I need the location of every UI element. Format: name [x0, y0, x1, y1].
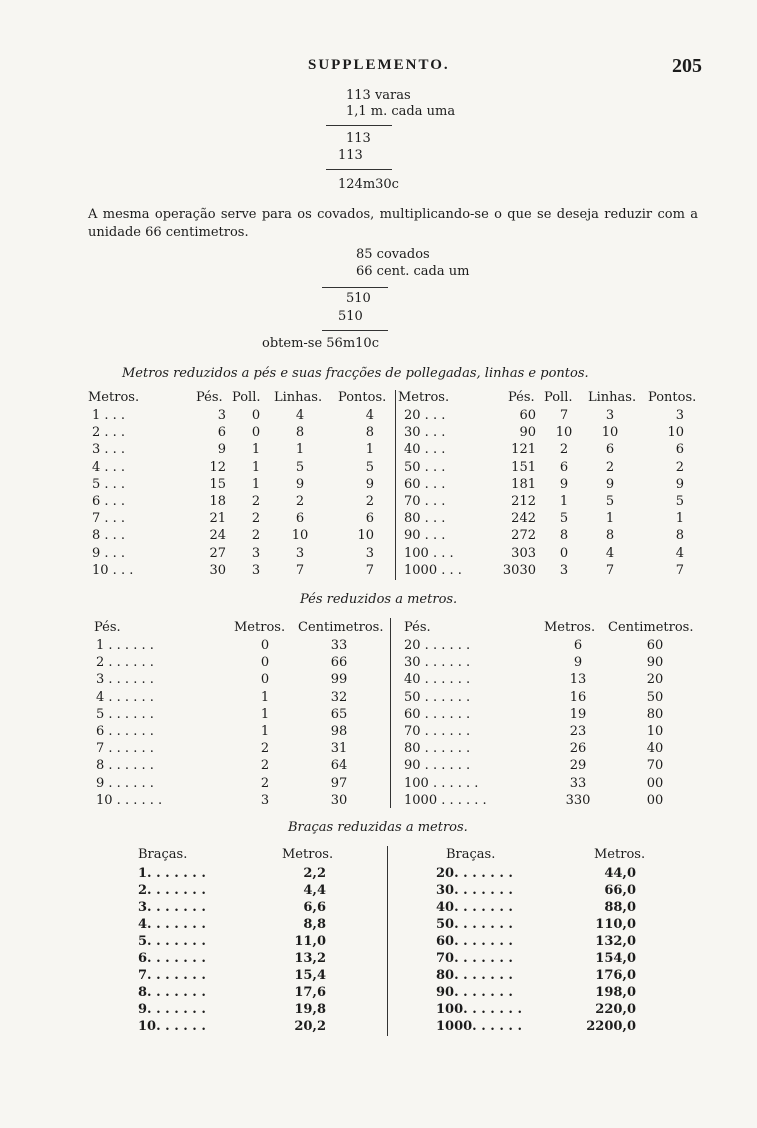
table-cell: 10 . . .: [92, 562, 134, 578]
table-cell: 60: [519, 408, 536, 423]
body-paragraph: A mesma operação serve para os covados, multiplicando-se o que se deseja reduzir com a unidade 66 centimetros.: [88, 207, 698, 240]
calc-line: 510: [338, 309, 363, 324]
column-header: Braças.: [446, 847, 496, 862]
table-cell: 33: [569, 775, 587, 791]
table-cell: 10: [291, 528, 309, 544]
table-row: [0, 793, 757, 810]
table-cell: 154,0: [595, 951, 636, 966]
table-cell: 5 . . . . . .: [96, 706, 154, 722]
table-row: [0, 1002, 757, 1019]
column-header: Metros.: [234, 620, 286, 635]
table-row: [0, 425, 757, 442]
table-cell: 0: [559, 545, 569, 561]
table-cell: 10: [357, 528, 374, 544]
table-cell: 2: [251, 528, 261, 544]
table-cell: 6: [559, 459, 569, 475]
table-cell: 80: [646, 706, 664, 722]
table-cell: 1: [675, 511, 684, 527]
table-cell: 2: [251, 494, 261, 509]
table-row: [0, 494, 757, 511]
calc-line: 85 covados: [356, 247, 430, 262]
table-cell: 20 . . . . . .: [404, 638, 471, 653]
table-row: [0, 968, 757, 985]
table-cell: 8: [559, 528, 569, 544]
table-cell: 2: [365, 494, 374, 509]
table-row: [0, 442, 757, 459]
table-cell: 3 . . .: [92, 442, 126, 458]
table-cell: 8: [675, 528, 684, 544]
table-cell: 8: [295, 425, 305, 441]
table-cell: 90. . . . . . .: [436, 985, 513, 1000]
table-cell: 1: [605, 511, 615, 527]
table-cell: 19,8: [294, 1002, 326, 1017]
table-cell: 3: [260, 792, 270, 808]
table-cell: 2: [559, 442, 569, 458]
table-cell: 4: [675, 545, 684, 561]
table-cell: 303: [511, 545, 536, 561]
table-cell: 1: [260, 724, 270, 739]
table-cell: 1: [251, 442, 261, 458]
table-cell: 10: [667, 425, 684, 441]
column-header: Linhas.: [588, 390, 637, 405]
table-row: [0, 546, 757, 563]
table-cell: 80 . . .: [404, 511, 446, 527]
table-cell: 8: [365, 425, 374, 441]
column-header: Pés.: [196, 390, 223, 405]
column-header: Pontos.: [338, 390, 387, 405]
table-cell: 30 . . . . . .: [404, 655, 471, 671]
table-row: [0, 477, 757, 494]
column-header: Metros.: [282, 847, 334, 862]
table-cell: 4,4: [303, 883, 326, 898]
table-cell: 7 . . . . . .: [96, 741, 154, 757]
table-cell: 4: [365, 408, 374, 423]
rule: [326, 169, 392, 170]
table-cell: 99: [330, 672, 348, 688]
table-row: [0, 460, 757, 477]
table-cell: 4. . . . . . .: [138, 917, 206, 932]
table-cell: 20 . . .: [404, 408, 446, 423]
table-cell: 1000 . . . . . .: [404, 792, 487, 808]
table-cell: 80 . . . . . .: [404, 741, 471, 757]
table-cell: 10. . . . . .: [138, 1019, 206, 1034]
table-cell: 20: [646, 672, 664, 688]
table-cell: 8 . . . . . .: [96, 758, 154, 774]
table-cell: 242: [511, 511, 536, 527]
table-cell: 100. . . . . . .: [436, 1002, 522, 1017]
table-cell: 9: [365, 476, 374, 492]
table-cell: 60: [646, 638, 664, 653]
table-cell: 1: [295, 442, 305, 458]
table-row: [0, 1019, 757, 1036]
table-row: [0, 690, 757, 707]
table-cell: 70: [646, 758, 664, 774]
table-title: Metros reduzidos a pés e suas fracções de pollegadas, linhas e pontos.: [122, 366, 589, 381]
table-cell: 0: [251, 425, 261, 441]
table-cell: 10: [601, 425, 619, 441]
table-cell: 5: [559, 511, 569, 527]
calc-result: 124m30c: [338, 177, 399, 192]
table-cell: 3: [295, 545, 305, 561]
page-header: SUPPLEMENTO.: [308, 57, 450, 73]
calc-result: obtem-se 56m10c: [262, 336, 379, 351]
table-cell: 1. . . . . . .: [138, 866, 206, 881]
table-cell: 00: [646, 775, 664, 791]
table-cell: 4: [295, 408, 305, 423]
table-cell: 1: [260, 706, 270, 722]
column-header: Centimetros.: [298, 620, 384, 635]
table-cell: 220,0: [595, 1002, 636, 1017]
rule: [322, 330, 388, 331]
table-pes-metros: [0, 616, 757, 811]
table-cell: 2: [251, 511, 261, 527]
table-row: [0, 917, 757, 934]
table-cell: 110,0: [595, 917, 636, 932]
table-cell: 6: [675, 442, 684, 458]
column-header: Poll.: [544, 390, 573, 405]
table-cell: 26: [569, 741, 587, 757]
table-cell: 0: [251, 408, 261, 423]
table-cell: 9: [295, 476, 305, 492]
table-cell: 97: [330, 775, 348, 791]
table-cell: 7: [365, 562, 374, 578]
table-cell: 2: [675, 459, 684, 475]
table-cell: 8 . . .: [92, 528, 126, 544]
table-row: [0, 707, 757, 724]
table-cell: 30. . . . . . .: [436, 883, 513, 898]
table-cell: 5: [675, 494, 684, 509]
table-cell: 6: [573, 638, 583, 653]
table-cell: 7: [675, 562, 684, 578]
table-cell: 272: [511, 528, 536, 544]
table-cell: 6: [365, 511, 374, 527]
table-title: Braças reduzidas a metros.: [288, 820, 468, 835]
table-cell: 9: [573, 655, 583, 671]
rule: [326, 125, 392, 126]
column-header: Poll.: [232, 390, 261, 405]
table-cell: 5: [365, 459, 374, 475]
table-row: [0, 528, 757, 545]
table-cell: 7: [559, 408, 569, 423]
table-cell: 6: [217, 425, 226, 441]
table-cell: 9. . . . . . .: [138, 1002, 206, 1017]
table-cell: 90: [519, 425, 536, 441]
table-cell: 70. . . . . . .: [436, 951, 513, 966]
table-cell: 8. . . . . . .: [138, 985, 206, 1000]
table-row: [0, 408, 757, 425]
table-row: [0, 934, 757, 951]
table-cell: 66,0: [604, 883, 636, 898]
column-header: Pontos.: [648, 390, 697, 405]
table-cell: 2: [260, 741, 270, 757]
table-cell: 212: [511, 494, 536, 509]
table-cell: 15,4: [294, 968, 326, 983]
table-cell: 24: [209, 528, 226, 544]
table-row: [0, 985, 757, 1002]
table-cell: 1000 . . .: [404, 562, 462, 578]
table-cell: 6. . . . . . .: [138, 951, 206, 966]
table-cell: 2,2: [303, 866, 326, 881]
table-cell: 23: [569, 724, 587, 739]
table-cell: 6 . . .: [92, 494, 126, 509]
table-row: [0, 563, 757, 580]
table-cell: 3: [559, 562, 569, 578]
table-cell: 19: [569, 706, 587, 722]
table-cell: 1 . . .: [92, 408, 126, 423]
table-title: Pés reduzidos a metros.: [300, 592, 458, 607]
table-cell: 1: [365, 442, 374, 458]
table-cell: 4 . . .: [92, 459, 126, 475]
table-cell: 3. . . . . . .: [138, 900, 206, 915]
table-cell: 3: [605, 408, 615, 423]
table-cell: 29: [569, 758, 587, 774]
calc-line: 1,1 m. cada uma: [346, 104, 456, 119]
table-cell: 4 . . . . . .: [96, 689, 154, 705]
table-row: [0, 951, 757, 968]
table-cell: 8: [605, 528, 615, 544]
table-cell: 100 . . .: [404, 545, 454, 561]
table-cell: 198,0: [595, 985, 636, 1000]
calc-line: 113 varas: [346, 88, 411, 103]
table-cell: 2. . . . . . .: [138, 883, 206, 898]
table-cell: 50. . . . . . .: [436, 917, 513, 932]
table-cell: 330: [565, 792, 591, 808]
column-header: Pés.: [404, 620, 431, 635]
table-cell: 40 . . . . . .: [404, 672, 471, 688]
table-cell: 0: [260, 672, 270, 688]
table-cell: 0: [260, 655, 270, 671]
table-cell: 98: [330, 724, 348, 739]
table-cell: 40: [646, 741, 664, 757]
table-row: [0, 741, 757, 758]
column-header: Braças.: [138, 847, 188, 862]
table-cell: 1000. . . . . .: [436, 1019, 522, 1034]
table-row: [0, 672, 757, 689]
table-cell: 80. . . . . . .: [436, 968, 513, 983]
table-cell: 30: [330, 792, 348, 808]
column-header: Linhas.: [274, 390, 323, 405]
table-header-row: [0, 847, 757, 864]
table-cell: 6: [295, 511, 305, 527]
table-cell: 00: [646, 792, 664, 808]
table-cell: 4: [605, 545, 615, 561]
table-cell: 2: [605, 459, 615, 475]
calc-line: 113: [346, 131, 371, 146]
table-cell: 9 . . .: [92, 545, 126, 561]
table-cell: 1: [559, 494, 569, 509]
table-cell: 15: [209, 476, 226, 492]
table-cell: 17,6: [294, 985, 326, 1000]
table-cell: 3: [365, 545, 374, 561]
table-cell: 13,2: [294, 951, 326, 966]
table-cell: 6: [605, 442, 615, 458]
column-header: Metros.: [594, 847, 646, 862]
table-cell: 90: [646, 655, 664, 671]
table-row: [0, 883, 757, 900]
table-cell: 8,8: [303, 917, 326, 932]
table-cell: 21: [209, 511, 226, 527]
table-cell: 27: [209, 545, 226, 561]
table-cell: 50 . . . . . .: [404, 689, 471, 705]
table-cell: 16: [569, 689, 587, 705]
table-cell: 33: [330, 638, 348, 653]
column-header: Metros.: [88, 390, 140, 405]
table-cell: 6 . . . . . .: [96, 724, 154, 739]
table-cell: 3: [217, 408, 226, 423]
table-cell: 176,0: [595, 968, 636, 983]
column-header: Metros.: [544, 620, 596, 635]
table-header-row: [0, 390, 757, 407]
table-cell: 121: [511, 442, 536, 458]
table-row: [0, 655, 757, 672]
table-cell: 2: [260, 758, 270, 774]
table-cell: 181: [511, 476, 536, 492]
table-row: [0, 776, 757, 793]
table-cell: 88,0: [604, 900, 636, 915]
table-cell: 5 . . .: [92, 476, 126, 492]
table-cell: 32: [330, 689, 348, 705]
table-cell: 70 . . . . . .: [404, 724, 471, 739]
table-cell: 3: [251, 545, 261, 561]
table-cell: 90 . . . . . .: [404, 758, 471, 774]
table-cell: 40 . . .: [404, 442, 446, 458]
rule: [322, 287, 388, 288]
table-cell: 50: [646, 689, 664, 705]
table-cell: 1: [260, 689, 270, 705]
table-cell: 10 . . . . . .: [96, 792, 163, 808]
table-cell: 30 . . .: [404, 425, 446, 441]
table-cell: 1 . . . . . .: [96, 638, 154, 653]
table-cell: 6,6: [303, 900, 326, 915]
calc-line: 113: [338, 148, 363, 163]
column-header: Pés.: [94, 620, 121, 635]
column-header: Centimetros.: [608, 620, 694, 635]
table-cell: 3: [251, 562, 261, 578]
table-cell: 66: [330, 655, 348, 671]
table-cell: 7. . . . . . .: [138, 968, 206, 983]
table-cell: 2200,0: [586, 1019, 636, 1034]
table-cell: 9 . . . . . .: [96, 775, 154, 791]
table-cell: 9: [559, 476, 569, 492]
table-cell: 5: [605, 494, 615, 509]
table-bracas-metros: [0, 842, 757, 1042]
table-cell: 1: [251, 476, 261, 492]
table-cell: 60. . . . . . .: [436, 934, 513, 949]
calc-line: 510: [346, 291, 371, 306]
table-cell: 7 . . .: [92, 511, 126, 527]
table-row: [0, 511, 757, 528]
table-cell: 10: [646, 724, 664, 739]
table-cell: 2: [260, 775, 270, 791]
table-cell: 151: [511, 459, 536, 475]
table-cell: 65: [330, 706, 348, 722]
table-cell: 64: [330, 758, 348, 774]
table-cell: 9: [675, 476, 684, 492]
table-cell: 9: [217, 442, 226, 458]
table-cell: 3: [675, 408, 684, 423]
table-cell: 30: [209, 562, 226, 578]
table-metros-pes: [0, 388, 757, 583]
table-cell: 0: [260, 638, 270, 653]
table-cell: 90 . . .: [404, 528, 446, 544]
table-row: [0, 638, 757, 655]
table-cell: 2: [295, 494, 305, 509]
table-cell: 3030: [502, 562, 536, 578]
table-row: [0, 866, 757, 883]
table-cell: 44,0: [604, 866, 636, 881]
column-header: Metros.: [398, 390, 450, 405]
table-cell: 1: [251, 459, 261, 475]
table-cell: 60 . . . . . .: [404, 706, 471, 722]
table-cell: 40. . . . . . .: [436, 900, 513, 915]
table-cell: 20. . . . . . .: [436, 866, 513, 881]
table-cell: 132,0: [595, 934, 636, 949]
table-cell: 13: [569, 672, 587, 688]
table-cell: 70 . . .: [404, 494, 446, 509]
column-header: Pés.: [508, 390, 535, 405]
table-row: [0, 724, 757, 741]
table-cell: 50 . . .: [404, 459, 446, 475]
table-header-row: [0, 620, 757, 637]
table-cell: 11,0: [294, 934, 326, 949]
table-cell: 100 . . . . . .: [404, 775, 479, 791]
table-cell: 9: [605, 476, 615, 492]
page-number: 205: [672, 55, 702, 77]
table-cell: 20,2: [294, 1019, 326, 1034]
table-cell: 12: [209, 459, 226, 475]
table-cell: 18: [209, 494, 226, 509]
table-row: [0, 900, 757, 917]
table-cell: 31: [330, 741, 348, 757]
calc-line: 66 cent. cada um: [356, 264, 470, 279]
table-cell: 5: [295, 459, 305, 475]
table-cell: 2 . . . . . .: [96, 655, 154, 671]
table-cell: 10: [555, 425, 573, 441]
table-cell: 7: [605, 562, 615, 578]
table-cell: 2 . . .: [92, 425, 126, 441]
table-cell: 5. . . . . . .: [138, 934, 206, 949]
table-cell: 60 . . .: [404, 476, 446, 492]
table-cell: 3 . . . . . .: [96, 672, 154, 688]
table-cell: 7: [295, 562, 305, 578]
table-row: [0, 758, 757, 775]
